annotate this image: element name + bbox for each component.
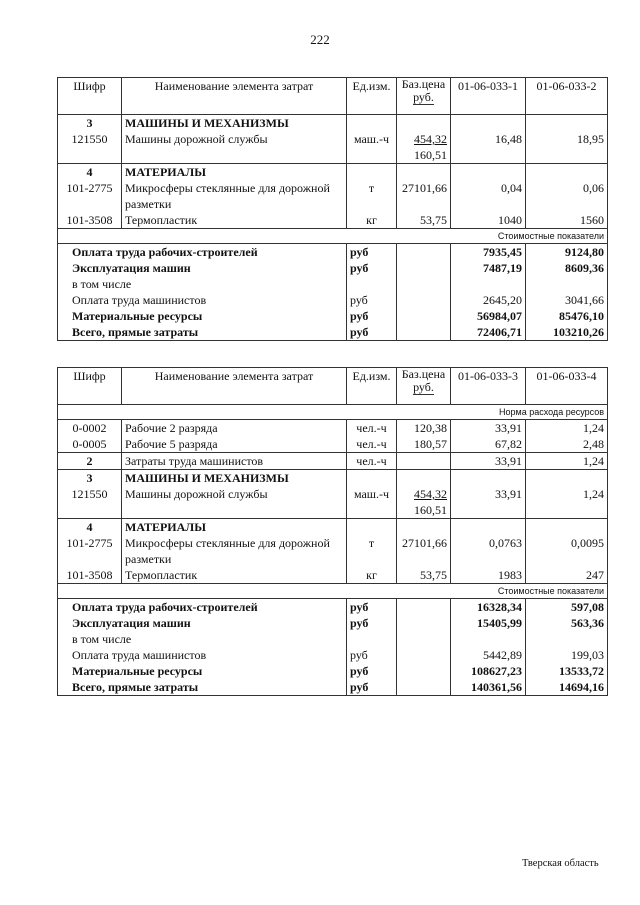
header-code: Шифр bbox=[58, 368, 122, 405]
summary-row: Эксплуатация машин руб 7487,19 8609,36 bbox=[58, 260, 608, 276]
section-row: 3 МАШИНЫ И МЕХАНИЗМЫ bbox=[58, 470, 608, 487]
header-unit: Ед.изм. bbox=[347, 368, 397, 405]
table-row: 101-2775 Микросферы стеклянные для дорожной т 27101,66 0,0763 0,0095 bbox=[58, 535, 608, 551]
table-header bbox=[58, 368, 608, 405]
summary-row: Оплата труда рабочих-строителей руб 7935,45 9124,80 bbox=[58, 244, 608, 261]
header-name: Наименование элемента затрат bbox=[122, 368, 347, 405]
summary-row: Оплата труда машинистов руб 2645,20 3041,66 bbox=[58, 292, 608, 308]
section-row: 4 МАТЕРИАЛЫ bbox=[58, 519, 608, 536]
header-unit: Ед.изм. bbox=[347, 78, 397, 115]
norm-note: Норма расхода ресурсов bbox=[58, 405, 608, 420]
summary-row: Эксплуатация машин руб 15405,99 563,36 bbox=[58, 615, 608, 631]
summary-row: в том числе bbox=[58, 631, 608, 647]
estimate-table-1: Шифр Наименование элемента затрат Ед.изм. Баз.цена руб. 01-06-033-1 01-06-033-2 3 МАШИНЫ И МЕХАНИЗМЫ 121550 Машины дорожной службы маш.-ч 454,32 16,48 18,95 160,51 4 МАТЕРИАЛЫ 101-2775 Микросферы стеклянные для дорожной т 27101,66 0,04 0,06 разметки 101-3508 Термопластик кг 53,75 1040 1560 Стоимостные показатели Оплата труда рабочих-строителей руб 7935,45 9124,80 Эксплуатация машин руб 7487,19 8609,36 в том числе Оплата труда машинистов руб 2645,20 3041,66 Материальные ресурсы руб 56984,07 85476,10 Всего, прямые затраты руб 72406,71 103210,26 bbox=[57, 77, 608, 341]
table-row: 121550 Машины дорожной службы маш.-ч 454,32 16,48 18,95 bbox=[58, 131, 608, 147]
summary-row: Всего, прямые затраты руб 72406,71 103210,26 bbox=[58, 324, 608, 341]
table-header bbox=[58, 78, 608, 115]
header-col6: 01-06-033-2 bbox=[526, 78, 608, 115]
header-col5: 01-06-033-1 bbox=[451, 78, 526, 115]
section-row: 3 МАШИНЫ И МЕХАНИЗМЫ bbox=[58, 115, 608, 132]
summary-row: Материальные ресурсы руб 108627,23 13533,72 bbox=[58, 663, 608, 679]
header-code: Шифр bbox=[58, 78, 122, 115]
header-price: Баз.цена руб. bbox=[397, 368, 451, 405]
table-row: 0-0005 Рабочие 5 разряда чел.-ч 180,57 67,82 2,48 bbox=[58, 436, 608, 453]
cost-note: Стоимостные показатели bbox=[58, 229, 608, 244]
table-row: 0-0002 Рабочие 2 разряда чел.-ч 120,38 33,91 1,24 bbox=[58, 420, 608, 437]
summary-row: Оплата труда рабочих-строителей руб 16328,34 597,08 bbox=[58, 599, 608, 616]
header-col5: 01-06-033-3 bbox=[451, 368, 526, 405]
summary-row: Материальные ресурсы руб 56984,07 85476,10 bbox=[58, 308, 608, 324]
footer-region: Тверская область bbox=[522, 858, 599, 869]
section-row: 4 МАТЕРИАЛЫ bbox=[58, 164, 608, 181]
table-row: 101-3508 Термопластик кг 53,75 1040 1560 bbox=[58, 212, 608, 229]
summary-row: Всего, прямые затраты руб 140361,56 14694,16 bbox=[58, 679, 608, 696]
section-row: 2 Затраты труда машинистов чел.-ч 33,91 1,24 bbox=[58, 453, 608, 470]
table-row: 101-2775 Микросферы стеклянные для дорожной т 27101,66 0,04 0,06 bbox=[58, 180, 608, 196]
cost-note: Стоимостные показатели bbox=[58, 584, 608, 599]
estimate-table-2: Шифр Наименование элемента затрат Ед.изм. Баз.цена руб. 01-06-033-3 01-06-033-4 Норма расхода ресурсов 0-0002 Рабочие 2 разряда чел.-ч 120,38 33,91 1,24 0-0005 Рабочие 5 разряда чел.-ч 180,57 67,82 2,48 2 Затраты труда машинистов чел.-ч 33,91 1,24 3 МАШИНЫ И МЕХАНИЗМЫ 121550 Машины дорожной службы маш.-ч 454,32 33,91 1,24 160,51 4 МАТЕРИАЛЫ 101-2775 Микросферы стеклянные для дорожной т 27101,66 0,0763 0,0095 разметки 101-3508 Термопластик кг 53,75 1983 247 Стоимостные показатели Оплата труда рабочих-строителей руб 16328,34 597,08 Эксплуатация машин руб 15405,99 563,36 в том числе Оплата труда машинистов руб 5442,89 199,03 Материальные ресурсы руб 108627,23 13533,72 Всего, прямые затраты руб 140361,56 14694,16 bbox=[57, 367, 608, 696]
summary-row: Оплата труда машинистов руб 5442,89 199,03 bbox=[58, 647, 608, 663]
page-number: 222 bbox=[310, 32, 330, 47]
header-name: Наименование элемента затрат bbox=[122, 78, 347, 115]
header-col6: 01-06-033-4 bbox=[526, 368, 608, 405]
header-price: Баз.цена руб. bbox=[397, 78, 451, 115]
table-row: 121550 Машины дорожной службы маш.-ч 454,32 33,91 1,24 bbox=[58, 486, 608, 502]
summary-row: в том числе bbox=[58, 276, 608, 292]
table-row: 101-3508 Термопластик кг 53,75 1983 247 bbox=[58, 567, 608, 584]
